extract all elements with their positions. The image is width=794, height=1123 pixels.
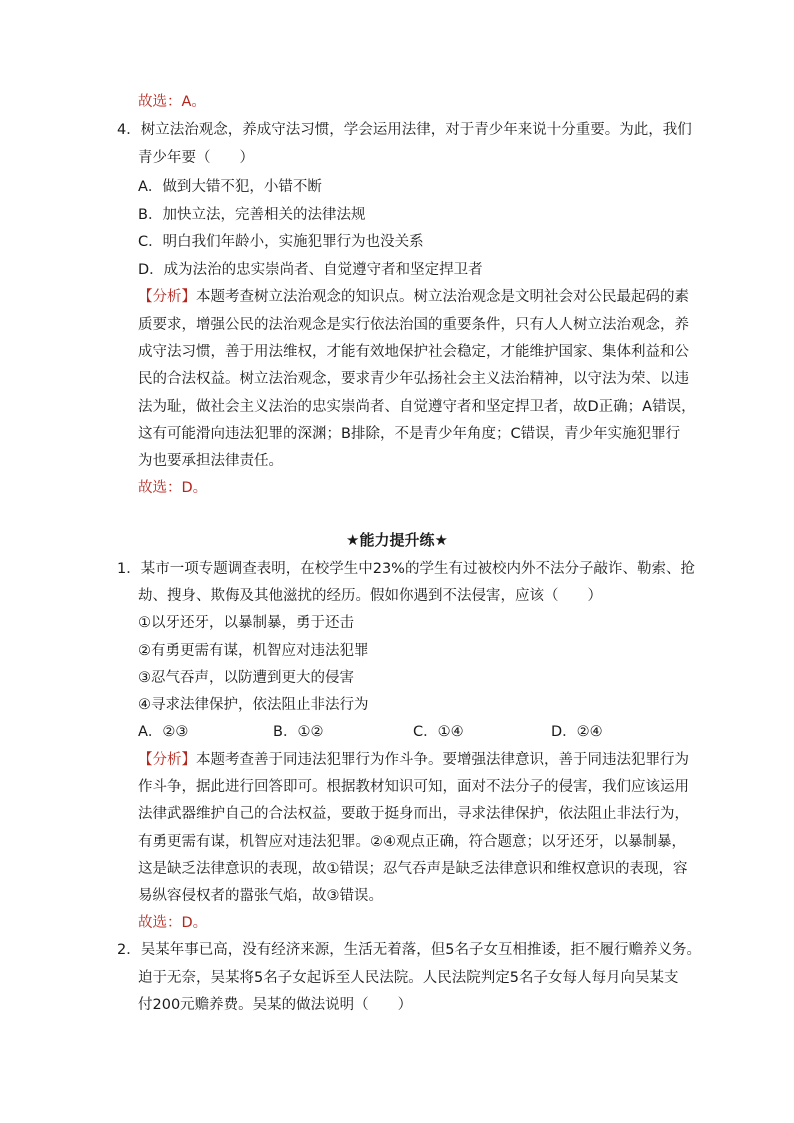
p2-stem-line-1: 2．吴某年事已高，没有经济来源，生活无着落，但5名子女互相推诿，拒不履行赡养义务。 <box>117 942 701 958</box>
q4-option-a: A．做到大错不犯，小错不断 <box>138 179 322 195</box>
q4-analysis-line-1 <box>138 287 689 307</box>
p1-stem-line-2: 劫、搜身、欺侮及其他滋扰的经历。假如你遇到不法侵害，应该（ ） <box>138 588 602 604</box>
p1-choice-c: C．①④ <box>413 724 464 740</box>
p1-analysis-line-4: 有勇更需有谋，机智应对违法犯罪。②④观点正确，符合题意；以牙还牙，以暴制暴， <box>138 834 686 850</box>
q4-stem-line-2: 青少年要（ ） <box>138 150 254 166</box>
q4-analysis-line-6: 这有可能滑向违法犯罪的深渊；B排除，不是青少年角度；C错误，青少年实施犯罪行 <box>138 426 681 442</box>
p1-item-4: ④寻求法律保护，依法阻止非法行为 <box>138 697 369 713</box>
q4-analysis-line-7: 为也要承担法律责任。 <box>138 453 283 469</box>
q4-analysis-line-5: 法为耻，做社会主义法治的忠实崇尚者、自觉遵守者和坚定捍卫者，故D正确；A错误， <box>138 399 696 415</box>
q4-option-d: D．成为法治的忠实崇尚者、自觉遵守者和坚定捍卫者 <box>138 262 483 278</box>
p1-choice-d: D．②④ <box>551 724 603 740</box>
p1-analysis-line-5: 这是缺乏法律意识的表现，故①错误；忍气吞声是缺乏法律意识和维权意识的表现，容 <box>138 861 688 877</box>
q4-option-b: B．加快立法，完善相关的法律法规 <box>138 207 366 223</box>
q4-answer: 故选：D。 <box>138 480 208 496</box>
p1-analysis-line-2: 作斗争，据此进行回答即可。根据教材知识可知，面对不法分子的侵害，我们应该运用 <box>138 779 689 795</box>
p1-analysis-line-1 <box>138 750 689 770</box>
q4-stem-line-1: 4．树立法治观念，养成守法习惯，学会运用法律，对于青少年来说十分重要。为此，我们 <box>117 122 692 138</box>
q4-option-c: C．明白我们年龄小，实施犯罪行为也没关系 <box>138 234 424 250</box>
q4-analysis-line-2: 质要求，增强公民的法治观念是实行依法治国的重要条件，只有人人树立法治观念，养 <box>138 317 689 333</box>
p1-choice-a: A．②③ <box>138 724 189 740</box>
p2-stem-line-2: 迫于无奈，吴某将5名子女起诉至人民法院。人民法院判定5名子女每人每月向吴某支 <box>138 970 679 986</box>
p2-stem-line-3: 付200元赡养费。吴某的做法说明（ ） <box>138 997 413 1013</box>
p1-stem-line-1: 1．某市一项专题调查表明，在校学生中23%的学生有过被校内外不法分子敲诈、勒索、抢 <box>117 561 695 577</box>
p1-item-2: ②有勇更需有谋，机智应对违法犯罪 <box>138 643 369 659</box>
p1-analysis-text: 本题考查善于同违法犯罪行为作斗争。要增强法律意识，善于同违法犯罪行为 <box>196 752 689 768</box>
p1-item-3: ③忍气吞声，以防遭到更大的侵害 <box>138 670 354 686</box>
p1-choice-b: B．①② <box>273 724 324 740</box>
p1-analysis-line-3: 法律武器维护自己的合法权益，要敢于挺身而出，寻求法律保护，依法阻止非法行为， <box>138 806 689 822</box>
p1-choices <box>138 722 738 742</box>
p1-analysis-tag: 【分析】 <box>138 752 196 768</box>
q4-analysis-line-4: 民的合法权益。树立法治观念，要求青少年弘扬社会主义法治精神，以守法为荣、以违 <box>138 371 689 387</box>
p1-item-1: ①以牙还牙，以暴制暴，勇于还击 <box>138 615 354 631</box>
section-title: ★能力提升练★ <box>346 531 448 549</box>
previous-answer: 故选：A。 <box>138 94 206 110</box>
p1-answer: 故选：D。 <box>138 915 208 931</box>
q4-analysis-text: 本题考查树立法治观念的知识点。树立法治观念是文明社会对公民最起码的素 <box>196 289 689 305</box>
q4-analysis-line-3: 成守法习惯，善于用法维权，才能有效地保护社会稳定，才能维护国家、集体利益和公 <box>138 344 689 360</box>
q4-analysis-tag: 【分析】 <box>138 289 196 305</box>
p1-analysis-line-6: 易纵容侵权者的嚣张气焰，故③错误。 <box>138 888 383 904</box>
